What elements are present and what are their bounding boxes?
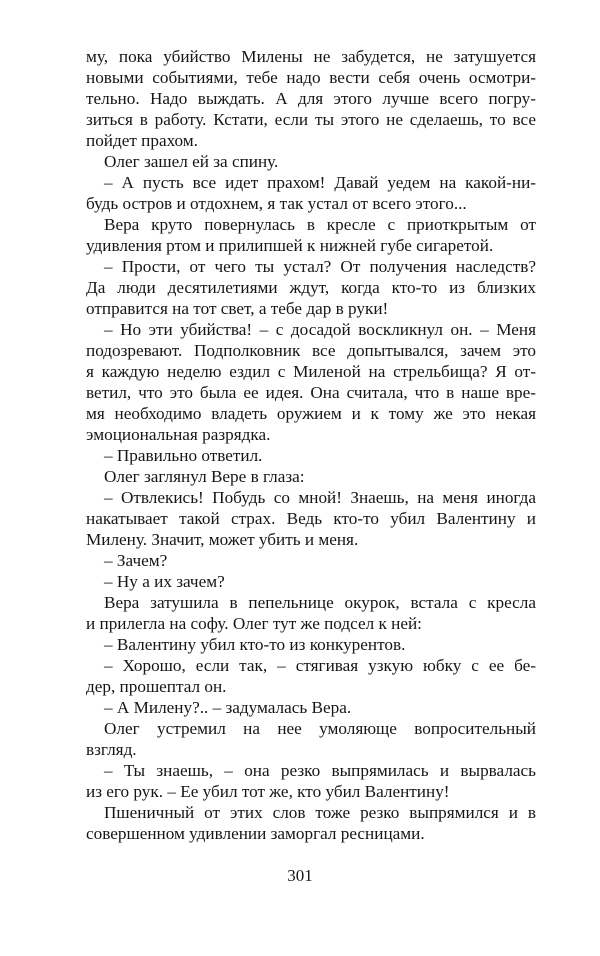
text-line: Вера затушила в пепельнице окурок, встала с кресла [104, 593, 536, 612]
text-line: Пшеничный от этих слов тоже резко выпрямился и в [104, 803, 536, 822]
text-line: из его рук. – Ее убил тот же, кто убил Валентину! [86, 782, 450, 801]
text-line: Олег зашел ей за спину. [104, 152, 279, 171]
text-line: будь остров и отдохнем, я так устал от всего этого... [86, 194, 467, 213]
text-line: – Отвлекись! Побудь со мной! Знаешь, на меня иногда [104, 488, 536, 507]
text-line: подозревают. Подполковник все допытывался, зачем это [86, 341, 536, 360]
text-line: тельно. Надо выждать. А для этого лучше всего погру- [86, 89, 536, 108]
text-line: мя необходимо владеть оружием и к тому же это некая [86, 404, 536, 423]
text-line: – Прости, от чего ты устал? От получения наследств? [104, 257, 536, 276]
text-line: отправится на тот свет, а тебе дар в руки! [86, 299, 389, 318]
text-line: зиться в работу. Кстати, если ты этого не сделаешь, то все [86, 110, 536, 129]
text-line: я каждую неделю ездил с Миленой на стрельбища? Я от- [86, 362, 536, 381]
text-line: ветил, что это была ее идея. Она считала, что в наше вре- [86, 383, 536, 402]
text-line: взгляд. [86, 740, 137, 759]
text-line: – Правильно ответил. [104, 446, 263, 465]
text-line: Да люди десятилетиями ждут, когда кто-то из близких [86, 278, 536, 297]
text-line: накатывает такой страх. Ведь кто-то убил Валентину и [86, 509, 536, 528]
text-line: – Хорошо, если так, – стягивая узкую юбку с ее бе- [104, 656, 536, 675]
text-line: – Зачем? [104, 551, 168, 570]
text-line: удивления ртом и прилипшей к нижней губе сигаретой. [86, 236, 494, 255]
text-line: – А пусть все идет прахом! Давай уедем на какой-ни- [104, 173, 536, 192]
text-line: – Ты знаешь, – она резко выпрямилась и вырвалась [104, 761, 536, 780]
text-line: дер, прошептал он. [86, 677, 227, 696]
book-page-text [86, 46, 536, 844]
text-line: Олег заглянул Вере в глаза: [104, 467, 305, 486]
text-line: – Валентину убил кто-то из конкурентов. [104, 635, 406, 654]
text-line: и прилегла на софу. Олег тут же подсел к ней: [86, 614, 422, 633]
text-line: Олег устремил на нее умоляюще вопросительный [104, 719, 536, 738]
page-number: 301 [287, 866, 313, 885]
text-line: новыми событиями, тебе надо вести себя очень осмотри- [86, 68, 536, 87]
text-line: му, пока убийство Милены не забудется, не затушуется [86, 47, 536, 66]
text-line: Вера круто повернулась в кресле с приоткрытым от [104, 215, 536, 234]
text-line: – Но эти убийства! – с досадой воскликнул он. – Меня [104, 320, 536, 339]
text-line: совершенном удивлении заморгал ресницами. [86, 824, 425, 843]
text-line: эмоциональная разрядка. [86, 425, 271, 444]
text-line: – Ну а их зачем? [104, 572, 225, 591]
text-line: пойдет прахом. [86, 131, 198, 150]
text-line: – А Милену?.. – задумалась Вера. [104, 698, 352, 717]
text-line: Милену. Значит, может убить и меня. [86, 530, 359, 549]
